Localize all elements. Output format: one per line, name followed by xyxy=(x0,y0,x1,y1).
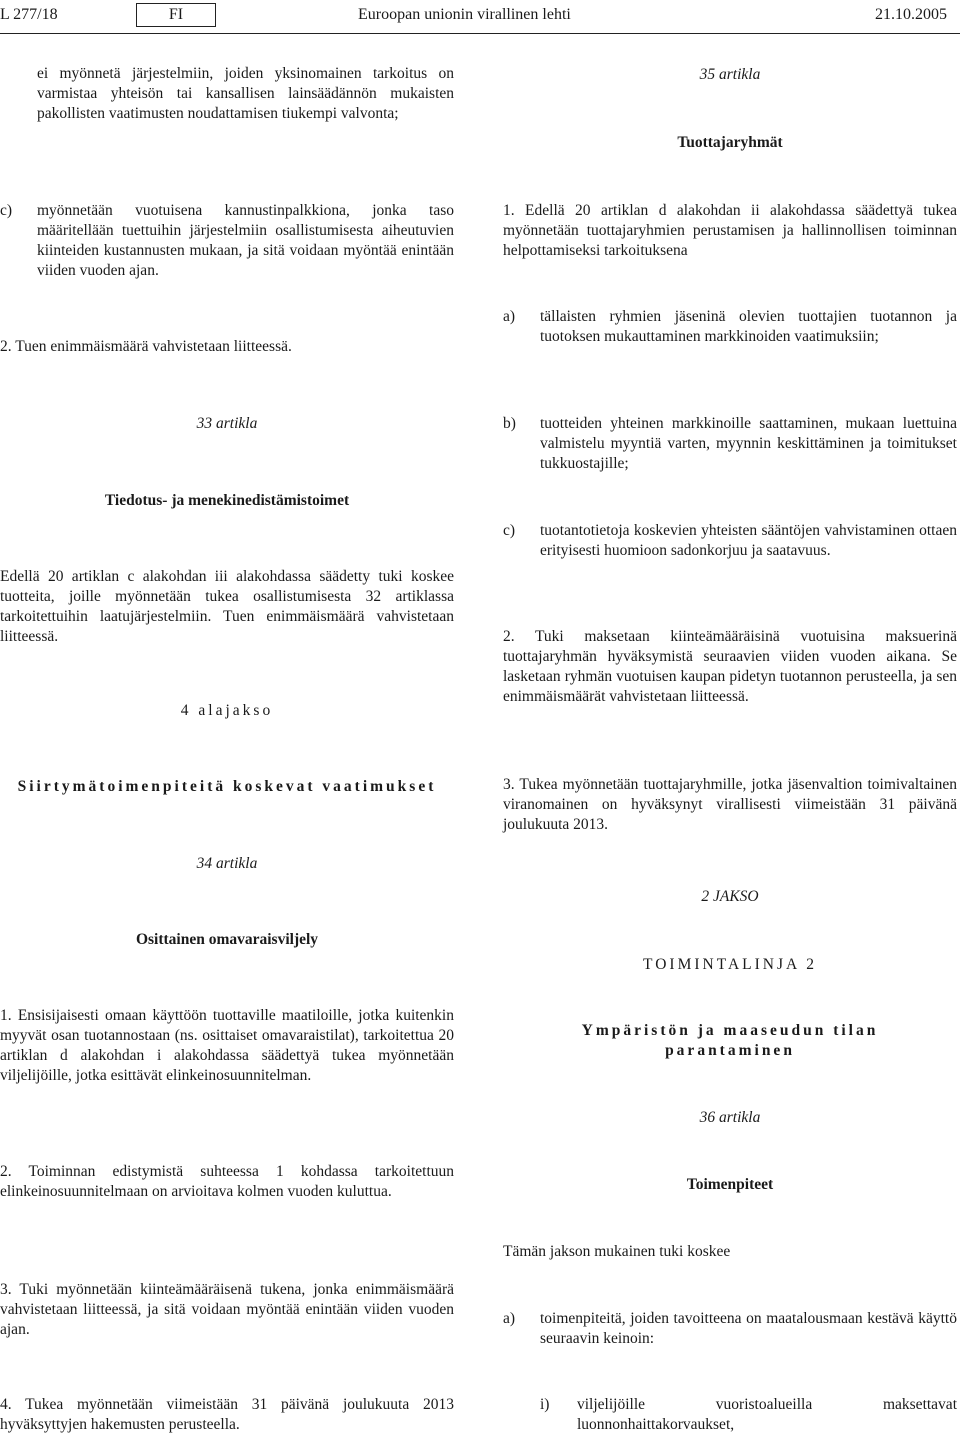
article-34-paragraph-3: 3. Tuki myönnetään kiinteämääräisenä tukena, jonka enimmäismäärä vahvistetaan liitteessä, ja sitä voidaan myöntää enintään viiden vuoden ajan. xyxy=(0,1281,454,1338)
article-34-paragraph-1: 1. Ensisijaisesti omaan käyttöön tuottaville maatiloille, jotka kuitenkin myyvät osan tuotannostaan (ns. osittaiset omavaraistilat), tarkoitettua 20 artiklan d alakohdan i alakohdassa säädettyä tukea myönnetään viljelijöille, jotka esittävät elinkeinosuunnitelman. xyxy=(0,1007,454,1084)
article-35-title: Tuottajaryhmät xyxy=(677,134,783,151)
article-35-paragraph-2: 2. Tuki maksetaan kiinteämääräisinä vuotuisina maksuerinä tuottajaryhmän hyväksymistä seuraavien viiden vuoden aikana. Se lasketaan ryhmän vuotuisen kaupan pidetyn tuotannon perusteella, ja sen enimmäismäärät vahvistetaan liitteessä. xyxy=(503,628,957,705)
publication-date: 21.10.2005 xyxy=(875,6,947,23)
list-text: tuotteiden yhteinen markkinoille saattaminen, mukaan luettuina valmistelu myyntiä varten, myynnin keskittäminen ja toimitukset tukkuostajille; xyxy=(540,415,957,472)
list-text: viljelijöille vuoristoalueilla maksettavat luonnonhaittakorvaukset, xyxy=(577,1396,957,1433)
list-item-a xyxy=(503,1309,957,1349)
article-36-intro: Tämän jakson mukainen tuki koskee xyxy=(503,1243,731,1260)
article-34-title: Osittainen omavaraisviljely xyxy=(135,931,319,948)
continuation-paragraph: ei myönnetä järjestelmiin, joiden yksinomainen tarkoitus on varmistaa yhteisön tai kansallisen lainsäädännön mukaisten pakollisten vaatimusten noudattamisen tiukempi valvonta; xyxy=(37,65,454,122)
list-text: tällaisten ryhmien jäseninä olevien tuottajien tuotannon ja tuotoksen mukauttaminen markkinoiden vaatimuksiin; xyxy=(540,308,957,345)
article-34-paragraph-4: 4. Tukea myönnetään viimeistään 31 päivänä joulukuuta 2013 hyväksyttyjen hakemusten perusteella. xyxy=(0,1396,454,1433)
paragraph-2: 2. Tuen enimmäismäärä vahvistetaan liitteessä. xyxy=(0,338,292,355)
list-label: c) xyxy=(0,202,13,219)
article-33-body: Edellä 20 artiklan c alakohdan iii alakohdassa säädetty tuki koskee tuotteita, joille myönnetään tukea osallistumisesta 32 artiklassa tarkoitettuihin laatujärjestelmiin. Tuen enimmäismäärä vahvistetaan liitteessä. xyxy=(0,568,454,645)
list-text: tuotantotietoja koskevien yhteisten sääntöjen vahvistaminen ottaen erityisesti huomioon sadonkorjuu ja saatavuus. xyxy=(540,522,957,559)
list-item-c xyxy=(503,521,957,561)
section-number: 2 JAKSO xyxy=(701,888,759,905)
article-33-number: 33 artikla xyxy=(196,415,258,432)
journal-title: Euroopan unionin virallinen lehti xyxy=(358,6,571,23)
header-divider xyxy=(0,33,960,34)
subsection-title: Siirtymätoimenpiteitä koskevat vaatimukset xyxy=(17,778,437,795)
list-label: i) xyxy=(540,1396,550,1413)
language-badge: FI xyxy=(136,3,216,27)
list-text: myönnetään vuotuisena kannustinpalkkiona, jonka taso määritellään tuettuihin järjestelmiin osallistumisesta aiheutuvien kiinteiden kustannusten mukaan, ja sitä voidaan myöntää enintään viiden vuoden ajan. xyxy=(37,202,454,279)
list-label: a) xyxy=(503,1310,516,1327)
article-36-title: Toimenpiteet xyxy=(686,1176,774,1193)
article-34-number: 34 artikla xyxy=(196,855,258,872)
article-33-title: Tiedotus- ja menekinedistämistoimet xyxy=(104,492,350,509)
list-label: b) xyxy=(503,415,516,432)
article-35-paragraph-1: 1. Edellä 20 artiklan d alakohdan ii alakohdassa säädettyä tukea myönnetään tuottajaryhmien perustamisen ja hallinnollisen toiminnan helpottamiseksi tarkoituksena xyxy=(503,202,957,259)
list-label: c) xyxy=(503,522,516,539)
axis-title-line-1: Ympäristön ja maaseudun tilan xyxy=(581,1022,879,1039)
page-header xyxy=(0,3,960,27)
axis-title-line-2: parantaminen xyxy=(665,1042,795,1059)
article-34-paragraph-2: 2. Toiminnan edistymistä suhteessa 1 kohdassa tarkoitettuun elinkeinosuunnitelmaan on arvioitava kolmen vuoden kuluttua. xyxy=(0,1163,454,1200)
article-35-paragraph-3: 3. Tukea myönnetään tuottajaryhmille, jotka jäsenvaltion toimivaltainen viranomainen on hyväksynyt virallisesti viimeistään 31 päivänä joulukuuta 2013. xyxy=(503,776,957,833)
list-item-c xyxy=(0,201,454,281)
list-item-b xyxy=(503,414,957,474)
priority-axis: TOIMINTALINJA 2 xyxy=(643,956,817,973)
list-text: toimenpiteitä, joiden tavoitteena on maatalousmaan kestävä käyttö seuraavin keinoin: xyxy=(540,1310,957,1347)
article-36-number: 36 artikla xyxy=(699,1109,761,1126)
page-reference: L 277/18 xyxy=(0,6,58,23)
subsection-number: 4 alajakso xyxy=(180,702,274,719)
list-label: a) xyxy=(503,308,516,325)
list-item-a xyxy=(503,307,957,347)
article-35-number: 35 artikla xyxy=(699,66,761,83)
list-item-i xyxy=(540,1395,957,1435)
